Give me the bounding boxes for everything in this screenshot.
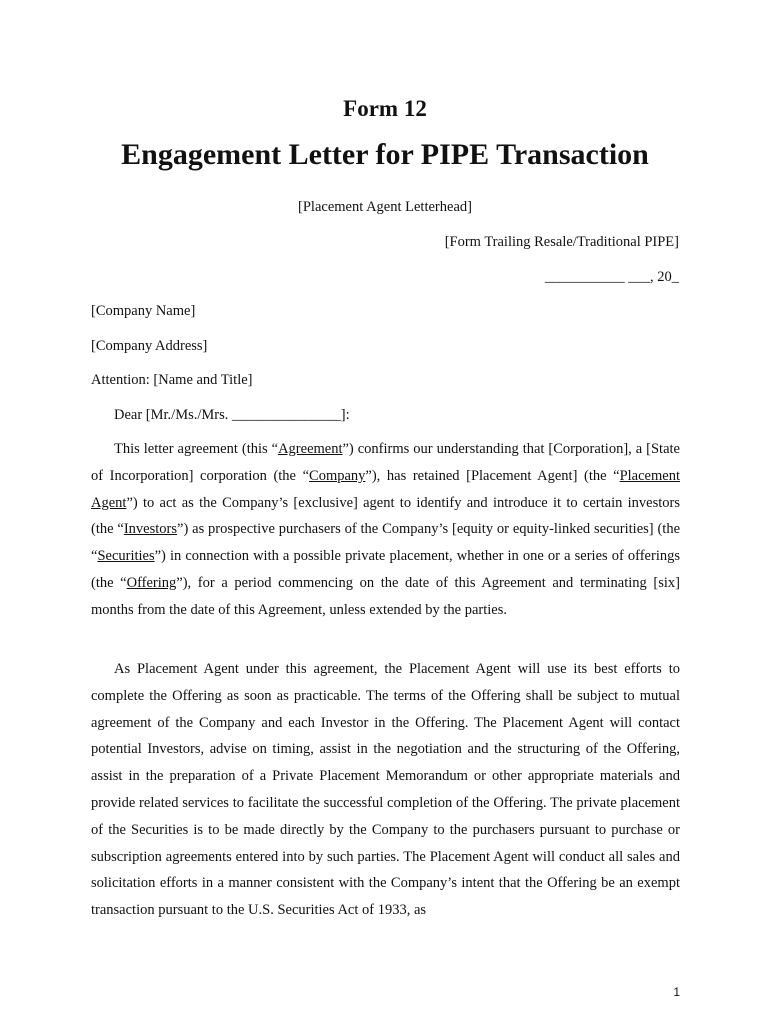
recipient-company-name: [Company Name] <box>91 303 196 319</box>
paragraph-text: ”) to act as the Company’s [exclusive] agent to identify and introduce it to certain investors (the “ <box>91 494 680 538</box>
letterhead-placeholder: [Placement Agent Letterhead] <box>298 199 472 215</box>
defined-term-securities: Securities <box>97 548 155 565</box>
paragraph-placement-agent-duties: As Placement Agent under this agreement, the Placement Agent will use its best efforts to complete the Offering as soon as practicable. The terms of the Offering shall be subject to mutual agreement of the Company and each Investor in the Offering. The Placement Agent will contact potential Investors, advise on timing, assist in the negotiation and the structuring of the Offering, assist in the preparation of a Private Placement Memorandum or other appropriate materials and provide related services to facilitate the successful completion of the Offering. The private placement of the Securities is to be made directly by the Company to the purchasers pursuant to purchase or subscription agreements entered into by such parties. The Placement Agent will conduct all sales and solicitation efforts in a manner consistent with the Company’s intent that the Offering be an exempt transaction pursuant to the U.S. Securities Act of 1933, as <box>91 661 680 919</box>
document-title: Engagement Letter for PIPE Transaction <box>121 138 649 171</box>
recipient-company-address: [Company Address] <box>91 338 208 354</box>
paragraph-text: ”), for a period commencing on the date of this Agreement and terminating [six] months from the date of this Agreement, unless extended by the parties. <box>91 574 680 618</box>
paragraph-text: This letter agreement (this “ <box>114 441 279 457</box>
defined-term-agreement: Agreement <box>278 441 343 457</box>
paragraph-text: ”) as prospective purchasers of the Company’s [equity or equity-linked securities] (the “ <box>91 521 681 565</box>
form-type-label: [Form Trailing Resale/Traditional PIPE] <box>444 234 679 250</box>
page-number: 1 <box>673 985 680 999</box>
defined-term-investors: Investors <box>123 521 178 538</box>
defined-term-company: Company <box>309 467 366 484</box>
recipient-attention: Attention: [Name and Title] <box>91 372 253 388</box>
date-line: ___________ ___, 20_ <box>544 269 679 285</box>
paragraph-engagement-terms <box>91 436 680 624</box>
paragraph-text: ”) in connection with a possible private placement, whether in one or a series of offerings (the “ <box>91 548 680 591</box>
defined-term-placement-agent: Placement Agent <box>91 467 680 511</box>
salutation: Dear [Mr./Ms./Mrs. _______________]: <box>114 407 350 423</box>
paragraph-text: ”) confirms our understanding that [Corporation], a [State of Incorporation] corporation (the “ <box>91 441 680 484</box>
defined-term-offering: Offering <box>126 574 177 591</box>
form-number: Form 12 <box>343 96 427 121</box>
paragraph-text: ”), has retained [Placement Agent] (the “ <box>365 467 620 484</box>
